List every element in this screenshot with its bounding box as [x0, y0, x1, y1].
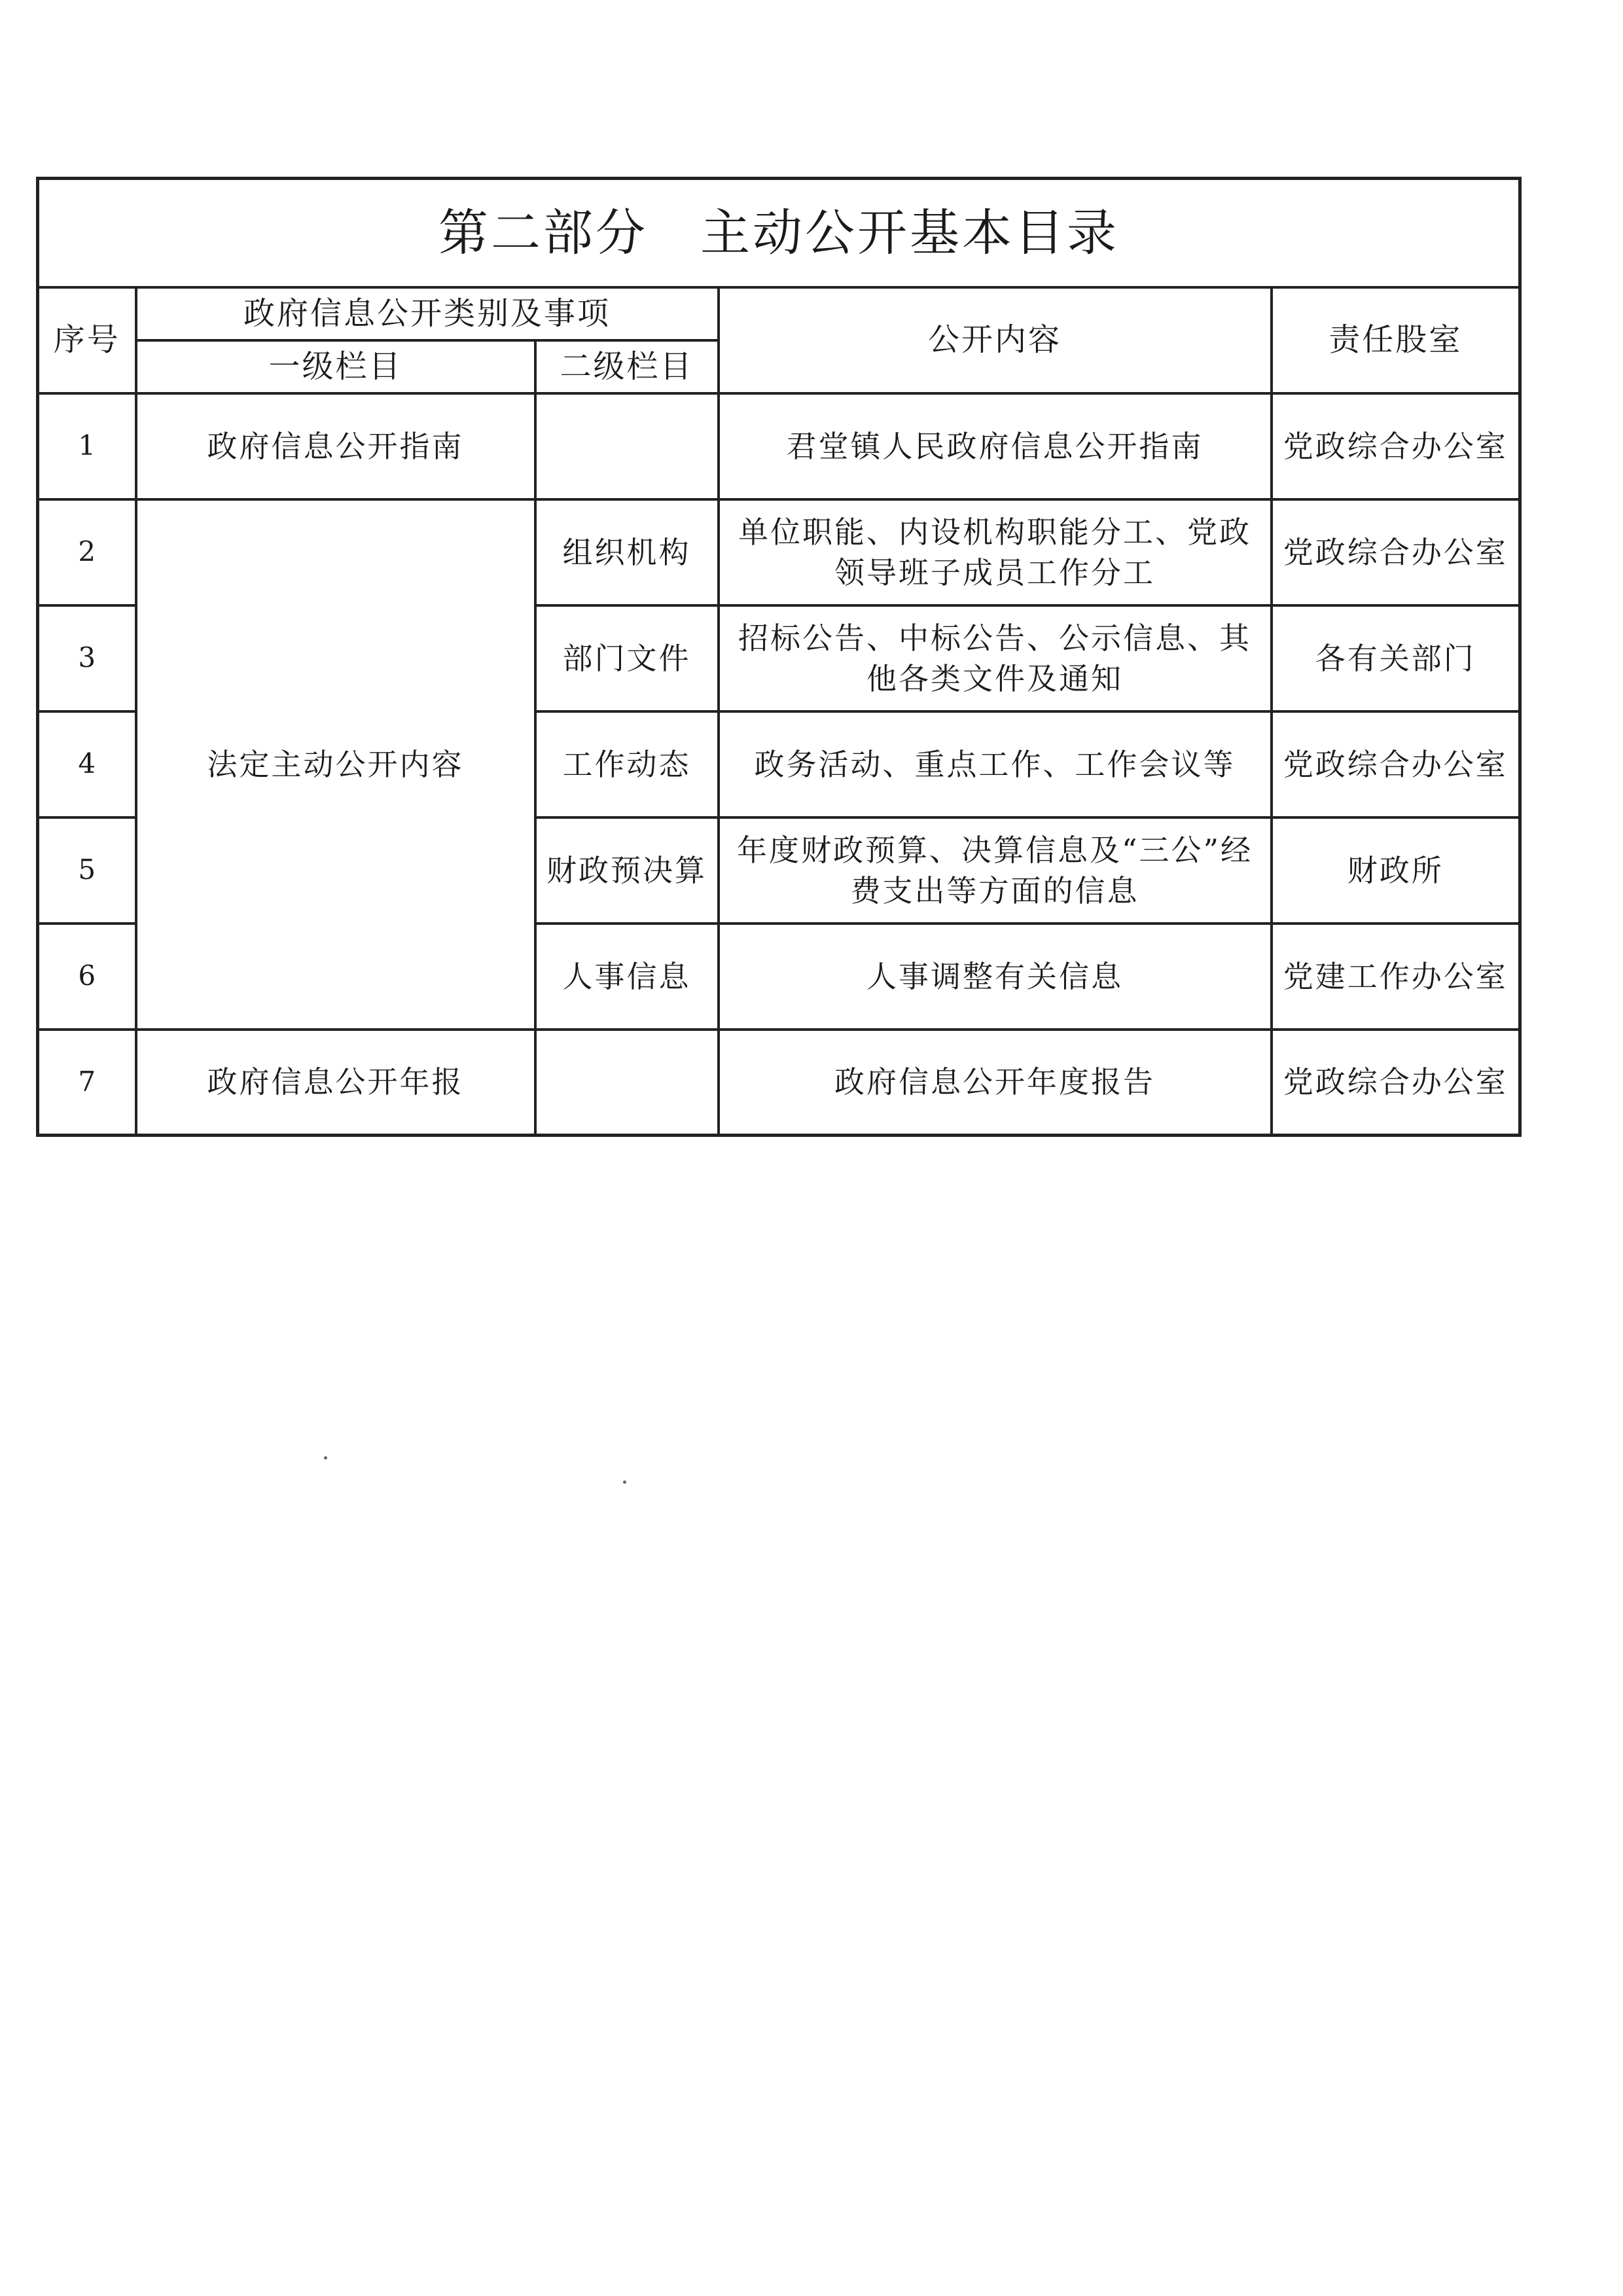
- scan-speck: [324, 1456, 327, 1460]
- title-name: 主动公开基本目录: [700, 203, 1120, 262]
- row-number: 1: [38, 393, 136, 499]
- level2-cell: 工作动态: [535, 711, 719, 817]
- header-office: 责任股室: [1272, 287, 1520, 393]
- content-cell: 招标公告、中标公告、公示信息、其他各类文件及通知: [719, 605, 1272, 711]
- level2-cell: [535, 1030, 719, 1136]
- office-cell: 党政综合办公室: [1272, 1030, 1520, 1136]
- office-cell: 党政综合办公室: [1272, 711, 1520, 817]
- content-cell: 政府信息公开年度报告: [719, 1030, 1272, 1136]
- level2-cell: 部门文件: [535, 605, 719, 711]
- header-category-group: 政府信息公开类别及事项: [136, 287, 719, 340]
- level1-cell: 政府信息公开指南: [136, 393, 535, 499]
- header-level1: 一级栏目: [136, 340, 535, 393]
- table-row: [38, 1030, 1520, 1136]
- header-level2: 二级栏目: [535, 340, 719, 393]
- header-row-1: [38, 287, 1520, 340]
- content-cell: 年度财政预算、决算信息及“三公”经费支出等方面的信息: [719, 817, 1272, 924]
- office-cell: 各有关部门: [1272, 605, 1520, 711]
- content-cell: 政务活动、重点工作、工作会议等: [719, 711, 1272, 817]
- office-cell: 党政综合办公室: [1272, 393, 1520, 499]
- row-number: 4: [38, 711, 136, 817]
- header-content: 公开内容: [719, 287, 1272, 393]
- office-cell: 党政综合办公室: [1272, 499, 1520, 605]
- level1-cell: 政府信息公开年报: [136, 1030, 535, 1136]
- header-index: 序号: [38, 287, 136, 393]
- row-number: 5: [38, 817, 136, 924]
- title-row: [38, 179, 1520, 288]
- table-row: [38, 393, 1520, 499]
- catalog-table: [36, 177, 1522, 1137]
- level2-cell: 财政预决算: [535, 817, 719, 924]
- level2-cell: 组织机构: [535, 499, 719, 605]
- content-cell: 人事调整有关信息: [719, 924, 1272, 1030]
- scan-speck: [623, 1480, 626, 1484]
- office-cell: 财政所: [1272, 817, 1520, 924]
- catalog-sheet: [36, 177, 1518, 1137]
- office-cell: 党建工作办公室: [1272, 924, 1520, 1030]
- level2-cell: [535, 393, 719, 499]
- row-number: 2: [38, 499, 136, 605]
- row-number: 6: [38, 924, 136, 1030]
- row-number: 3: [38, 605, 136, 711]
- level2-cell: 人事信息: [535, 924, 719, 1030]
- content-cell: 单位职能、内设机构职能分工、党政领导班子成员工作分工: [719, 499, 1272, 605]
- table-row: [38, 499, 1520, 605]
- level1-cell: 法定主动公开内容: [136, 499, 535, 1030]
- content-cell: 君堂镇人民政府信息公开指南: [719, 393, 1272, 499]
- title-part: 第二部分: [438, 203, 649, 262]
- row-number: 7: [38, 1030, 136, 1136]
- page-title: [38, 179, 1520, 288]
